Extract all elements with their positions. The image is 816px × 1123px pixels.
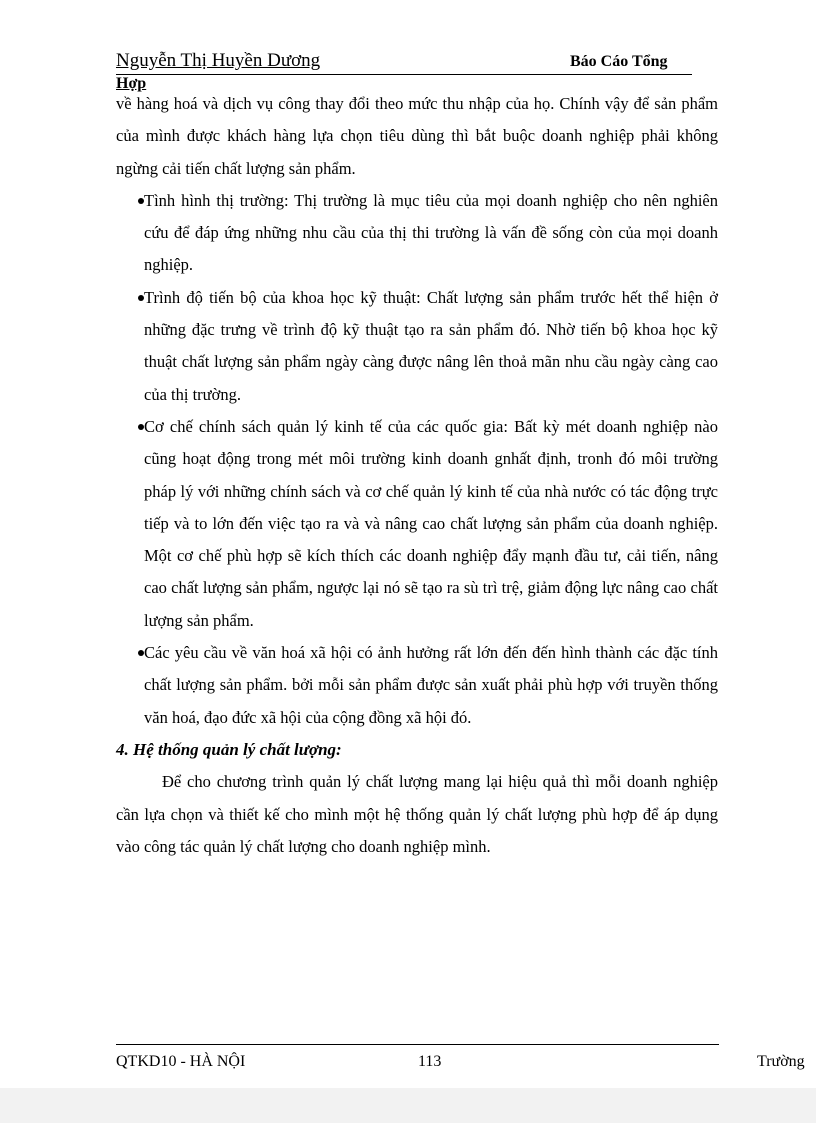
section-heading: 4. Hệ thống quản lý chất lượng: xyxy=(116,739,342,759)
page-footer xyxy=(116,1044,805,1075)
header-title: Báo Cáo Tổng xyxy=(570,53,668,70)
list-item-text: Các yêu cầu về văn hoá xã hội có ảnh hưởng rất lớn đến đến hình thành các đặc tính chất lượng sản phẩm. bởi mỗi sản phẩm được sản xuất phải phù hợp với truyền thống văn hoá, đạo đức xã hội của cộng đồng xã hội đó. xyxy=(144,643,718,727)
list-item-text: Tình hình thị trường: Thị trường là mục tiêu của mọi doanh nghiệp cho nên nghiên cứu để đáp ứng những nhu cầu của thị thi trường là vấn đề sống còn của mọi doanh nghiệp. xyxy=(144,190,718,275)
intro-paragraph: về hàng hoá và dịch vụ công thay đổi theo mức thu nhập của họ. Chính vậy để sản phẩm của mình được khách hàng lựa chọn tiêu dùng thì bắt buộc doanh nghiệp phải không ngừng cải tiến chất lượng sản phẩm. xyxy=(116,94,718,178)
page-number: 113 xyxy=(418,1053,442,1070)
list-item-text: Cơ chế chính sách quản lý kinh tế của các quốc gia: Bất kỳ mét doanh nghiệp nào cũng hoạt động trong mét môi trường kinh doanh gnhất định, tronh đó môi trường pháp lý với những chính sách và cơ chế quản lý kinh tế của nhà nước có tác động trực tiếp và to lớn đến việc tạo ra và và nâng cao chất lượng sản phẩm của doanh nghiệp. Một cơ chế phù hợp sẽ kích thích các doanh nghiệp đẩy mạnh đầu tư, cải tiến, nâng cao chất lượng sản phẩm, ngược lại nó sẽ tạo ra sù trì trệ, giảm động lực nâng cao chất lượng sản phẩm. xyxy=(144,416,718,630)
footer-school-label: Trường xyxy=(757,1053,805,1070)
bullet-list xyxy=(116,185,718,734)
header-author: Nguyễn Thị Huyền Dương xyxy=(116,50,321,71)
list-item xyxy=(116,185,718,282)
page-header xyxy=(116,50,692,75)
footer-class-label: QTKD10 - HÀ NỘI xyxy=(116,1053,246,1070)
section-paragraph: Để cho chương trình quản lý chất lượng mang lại hiệu quả thì mỗi doanh nghiệp cần lựa chọn và thiết kế cho mình một hệ thống quản lý chất lượng phù hợp để áp dụng vào công tác quản lý chất lượng cho doanh nghiệp mình. xyxy=(116,772,718,856)
page-bottom-band xyxy=(0,1088,816,1123)
list-item xyxy=(116,637,718,734)
document-body xyxy=(116,88,718,863)
bullet-icon xyxy=(138,650,144,656)
list-item-text: Trình độ tiến bộ của khoa học kỹ thuật: Chất lượng sản phẩm trước hết thể hiện ở những đặc trưng về trình độ kỹ thuật tạo ra sản phẩm đó. Nhờ tiến bộ khoa học kỹ thuật chất lượng sản phẩm ngày càng được nâng lên thoả mãn nhu cầu ngày càng cao của thị trường. xyxy=(144,287,718,404)
header-title-continuation: Hợp xyxy=(116,75,147,92)
bullet-icon xyxy=(138,295,144,301)
list-item xyxy=(116,411,718,637)
list-item xyxy=(116,282,718,411)
bullet-icon xyxy=(138,198,144,204)
bullet-icon xyxy=(138,424,144,430)
